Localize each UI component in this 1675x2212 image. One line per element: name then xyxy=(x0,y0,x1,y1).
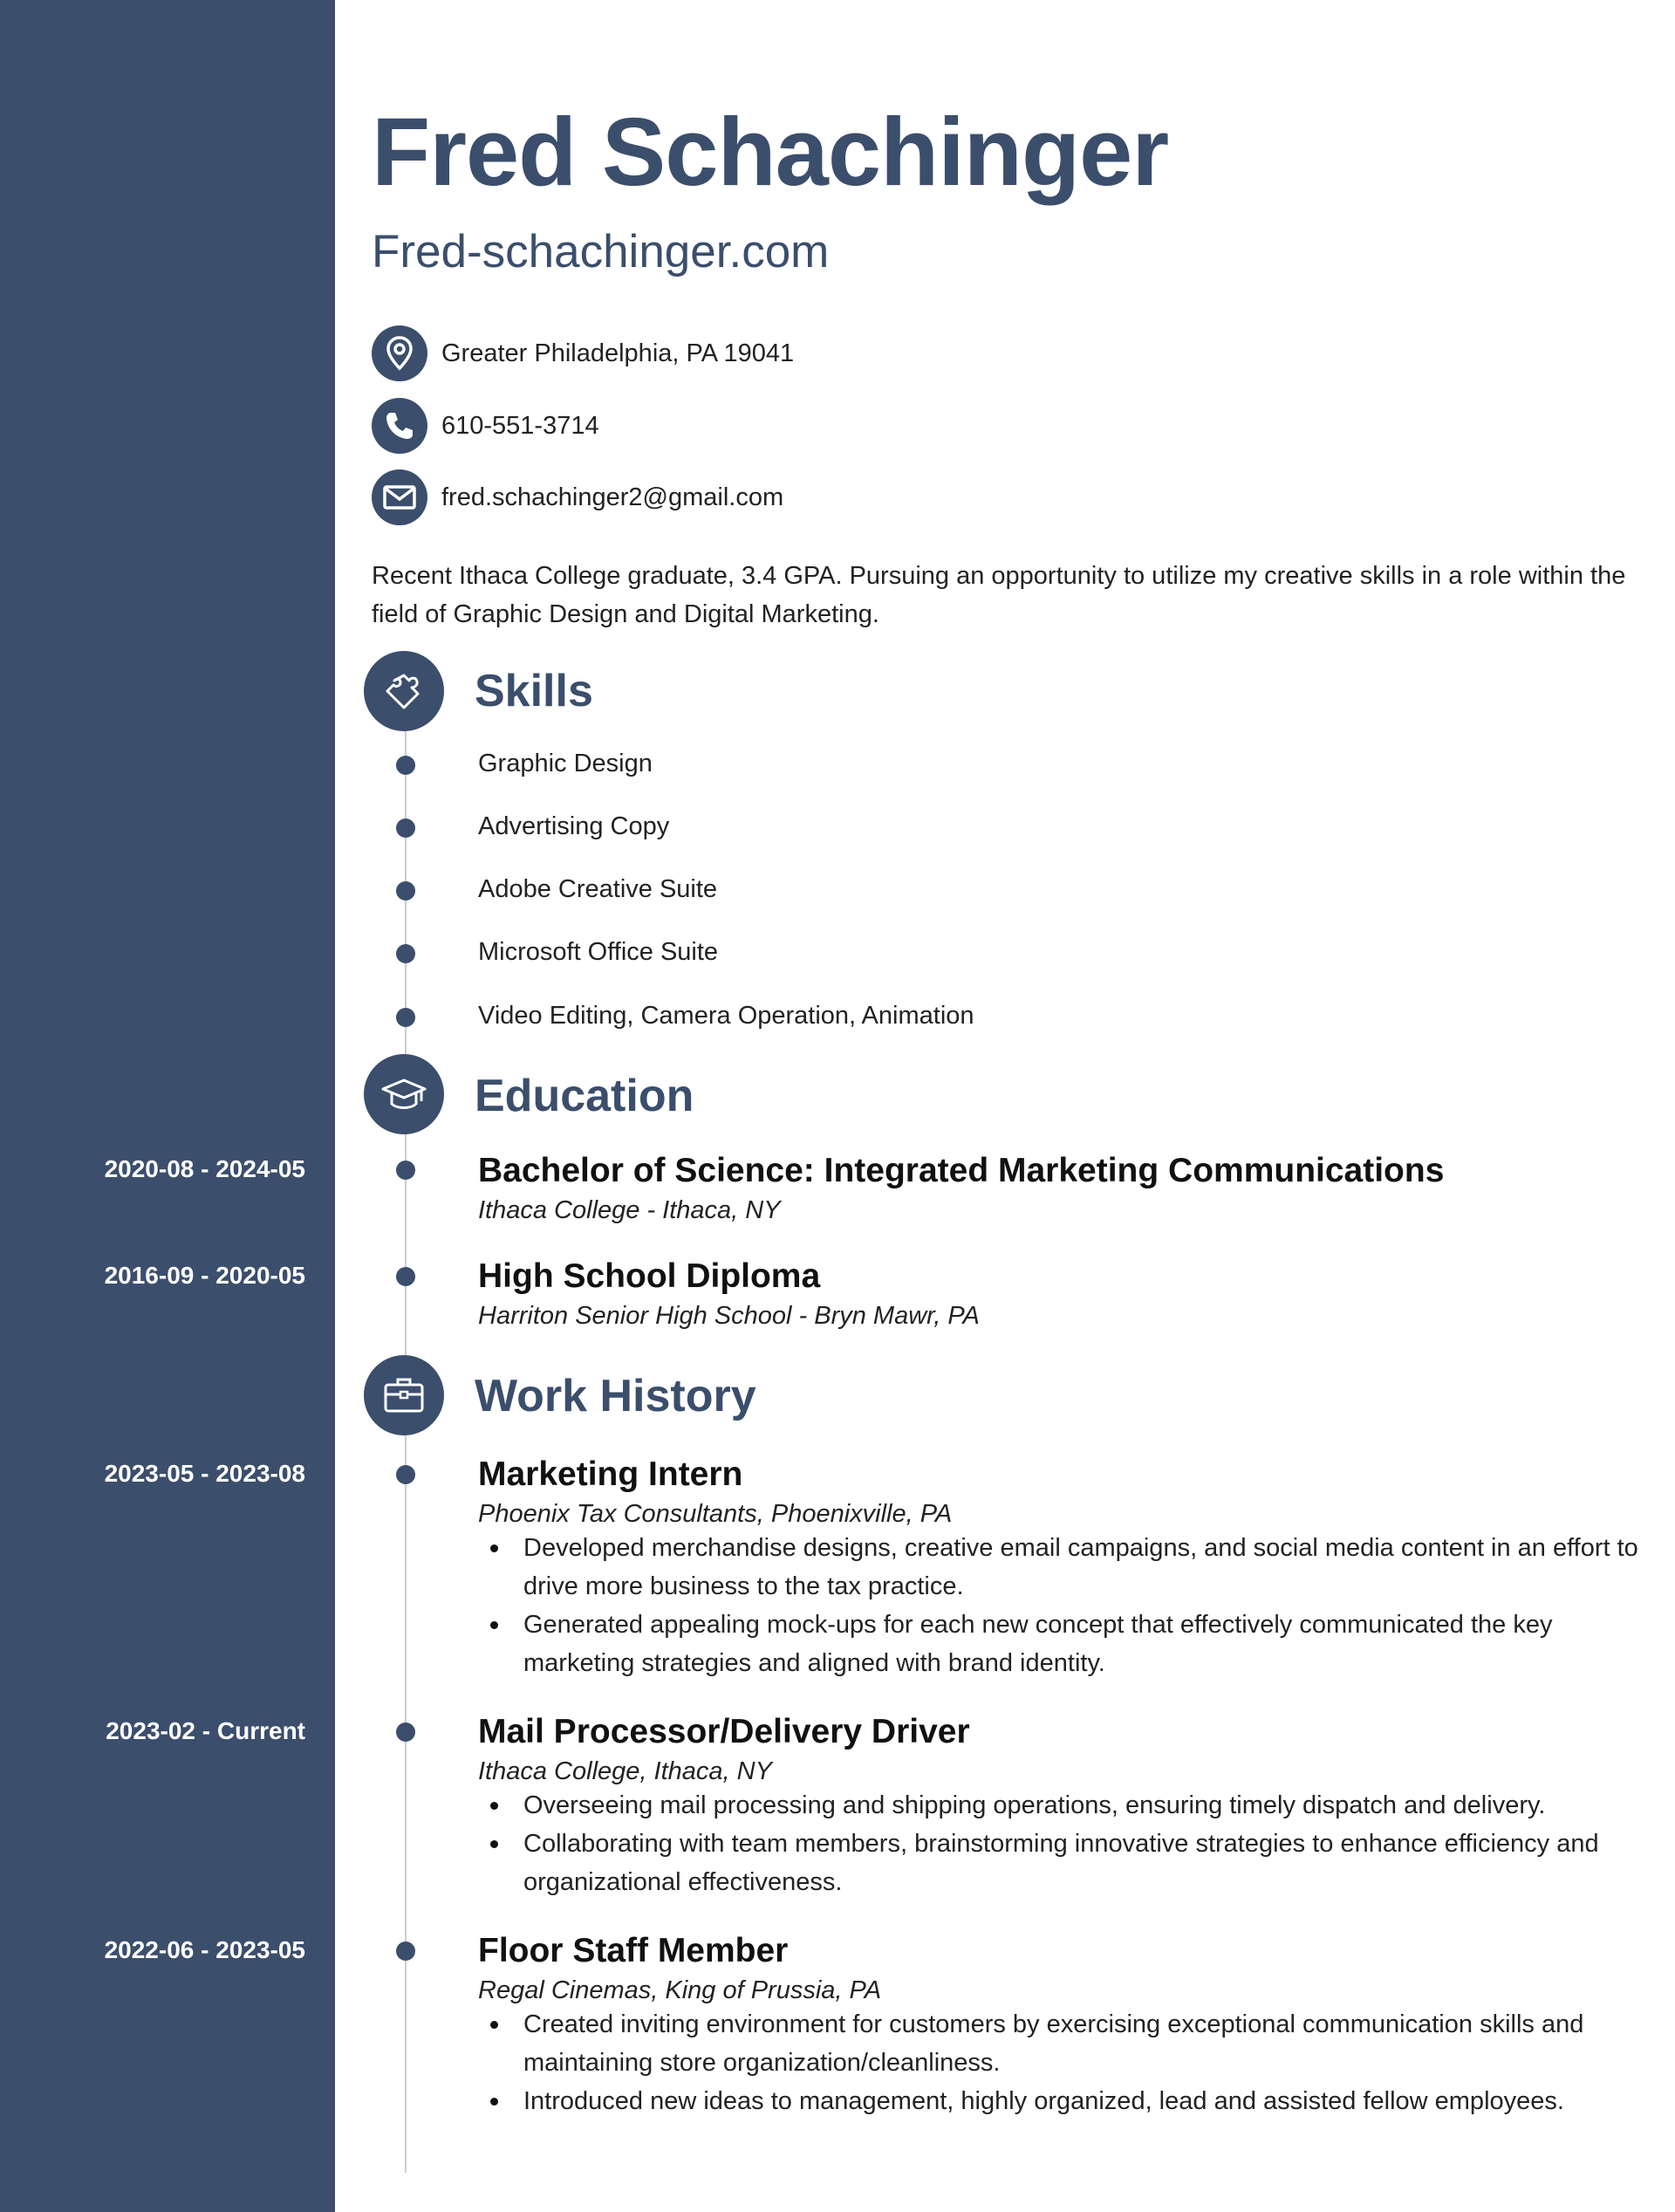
phone-text[interactable]: 610-551-3714 xyxy=(441,411,599,440)
timeline-dot xyxy=(396,1161,415,1180)
job-bullet: Created inviting environment for customers by exercising exceptional communication skills and maintaining store organization/cleanliness. xyxy=(478,2005,1647,2082)
candidate-name: Fred Schachinger xyxy=(372,99,1169,206)
email-text[interactable]: fred.schachinger2@gmail.com xyxy=(441,483,784,511)
skill-item: Advertising Copy xyxy=(478,812,670,840)
skills-heading: Skills xyxy=(475,666,593,716)
timeline-dot xyxy=(396,818,415,838)
education-school: Harriton Senior High School - Bryn Mawr, PA xyxy=(478,1302,980,1330)
job-bullet: Generated appealing mock-ups for each new concept that effectively communicated the key marketing strategies and aligned with brand identity. xyxy=(478,1606,1647,1682)
job-bullet: Developed merchandise designs, creative email campaigns, and social media content in an effort to drive more business to the tax practice. xyxy=(478,1529,1647,1606)
personal-website[interactable]: Fred-schachinger.com xyxy=(372,226,830,277)
timeline-dot xyxy=(396,1008,415,1027)
job-bullets xyxy=(478,1529,1647,1682)
timeline-dot xyxy=(396,1941,415,1961)
envelope-icon xyxy=(372,469,427,525)
job-title: Mail Processor/Delivery Driver xyxy=(478,1713,970,1750)
timeline-dot xyxy=(396,1267,415,1286)
graduation-cap-icon xyxy=(364,1054,444,1134)
timeline-dot xyxy=(396,756,415,775)
job-company: Regal Cinemas, King of Prussia, PA xyxy=(478,1976,882,2004)
job-company: Phoenix Tax Consultants, Phoenixville, PA xyxy=(478,1500,953,1528)
job-dates: 2023-02 - Current xyxy=(106,1717,305,1744)
phone-icon xyxy=(372,398,427,454)
puzzle-piece-icon xyxy=(364,651,444,731)
timeline-dot xyxy=(396,944,415,963)
job-bullet: Introduced new ideas to management, highly organized, lead and assisted fellow employees. xyxy=(478,2082,1647,2120)
location-text: Greater Philadelphia, PA 19041 xyxy=(441,339,795,367)
contact-email xyxy=(372,469,783,525)
job-dates: 2023-05 - 2023-08 xyxy=(104,1460,305,1487)
contact-phone xyxy=(372,398,599,454)
timeline-dot xyxy=(396,1722,415,1742)
job-company: Ithaca College, Ithaca, NY xyxy=(478,1757,772,1785)
sidebar xyxy=(0,0,335,2212)
summary: Recent Ithaca College graduate, 3.4 GPA. Pursuing an opportunity to utilize my creative skills in a role within the field of Graphic Design and Digital Marketing. xyxy=(372,562,1626,628)
job-title: Marketing Intern xyxy=(478,1455,743,1493)
skill-item: Graphic Design xyxy=(478,750,653,777)
education-school: Ithaca College - Ithaca, NY xyxy=(478,1196,781,1224)
education-degree: High School Diploma xyxy=(478,1257,821,1295)
timeline-dot xyxy=(396,881,415,901)
job-bullets xyxy=(478,2005,1647,2120)
contact-location xyxy=(372,325,794,381)
job-title: Floor Staff Member xyxy=(478,1932,789,1969)
education-degree: Bachelor of Science: Integrated Marketing Communications xyxy=(478,1152,1445,1189)
job-dates: 2022-06 - 2023-05 xyxy=(104,1936,305,1963)
skill-item: Adobe Creative Suite xyxy=(478,875,718,903)
skill-item: Microsoft Office Suite xyxy=(478,938,719,966)
work-history-heading: Work History xyxy=(475,1371,756,1421)
education-heading: Education xyxy=(475,1071,694,1121)
timeline-dot xyxy=(396,1465,415,1484)
education-dates: 2016-09 - 2020-05 xyxy=(104,1262,305,1289)
education-dates: 2020-08 - 2024-05 xyxy=(104,1155,305,1182)
map-pin-icon xyxy=(372,325,427,381)
job-bullet: Collaborating with team members, brainstorming innovative strategies to enhance efficiency and organizational effectiveness. xyxy=(478,1825,1647,1901)
job-bullet: Overseeing mail processing and shipping operations, ensuring timely dispatch and delivery. xyxy=(478,1786,1647,1825)
briefcase-icon xyxy=(364,1355,444,1435)
job-bullets xyxy=(478,1786,1647,1901)
skill-item: Video Editing, Camera Operation, Animation xyxy=(478,1002,974,1030)
